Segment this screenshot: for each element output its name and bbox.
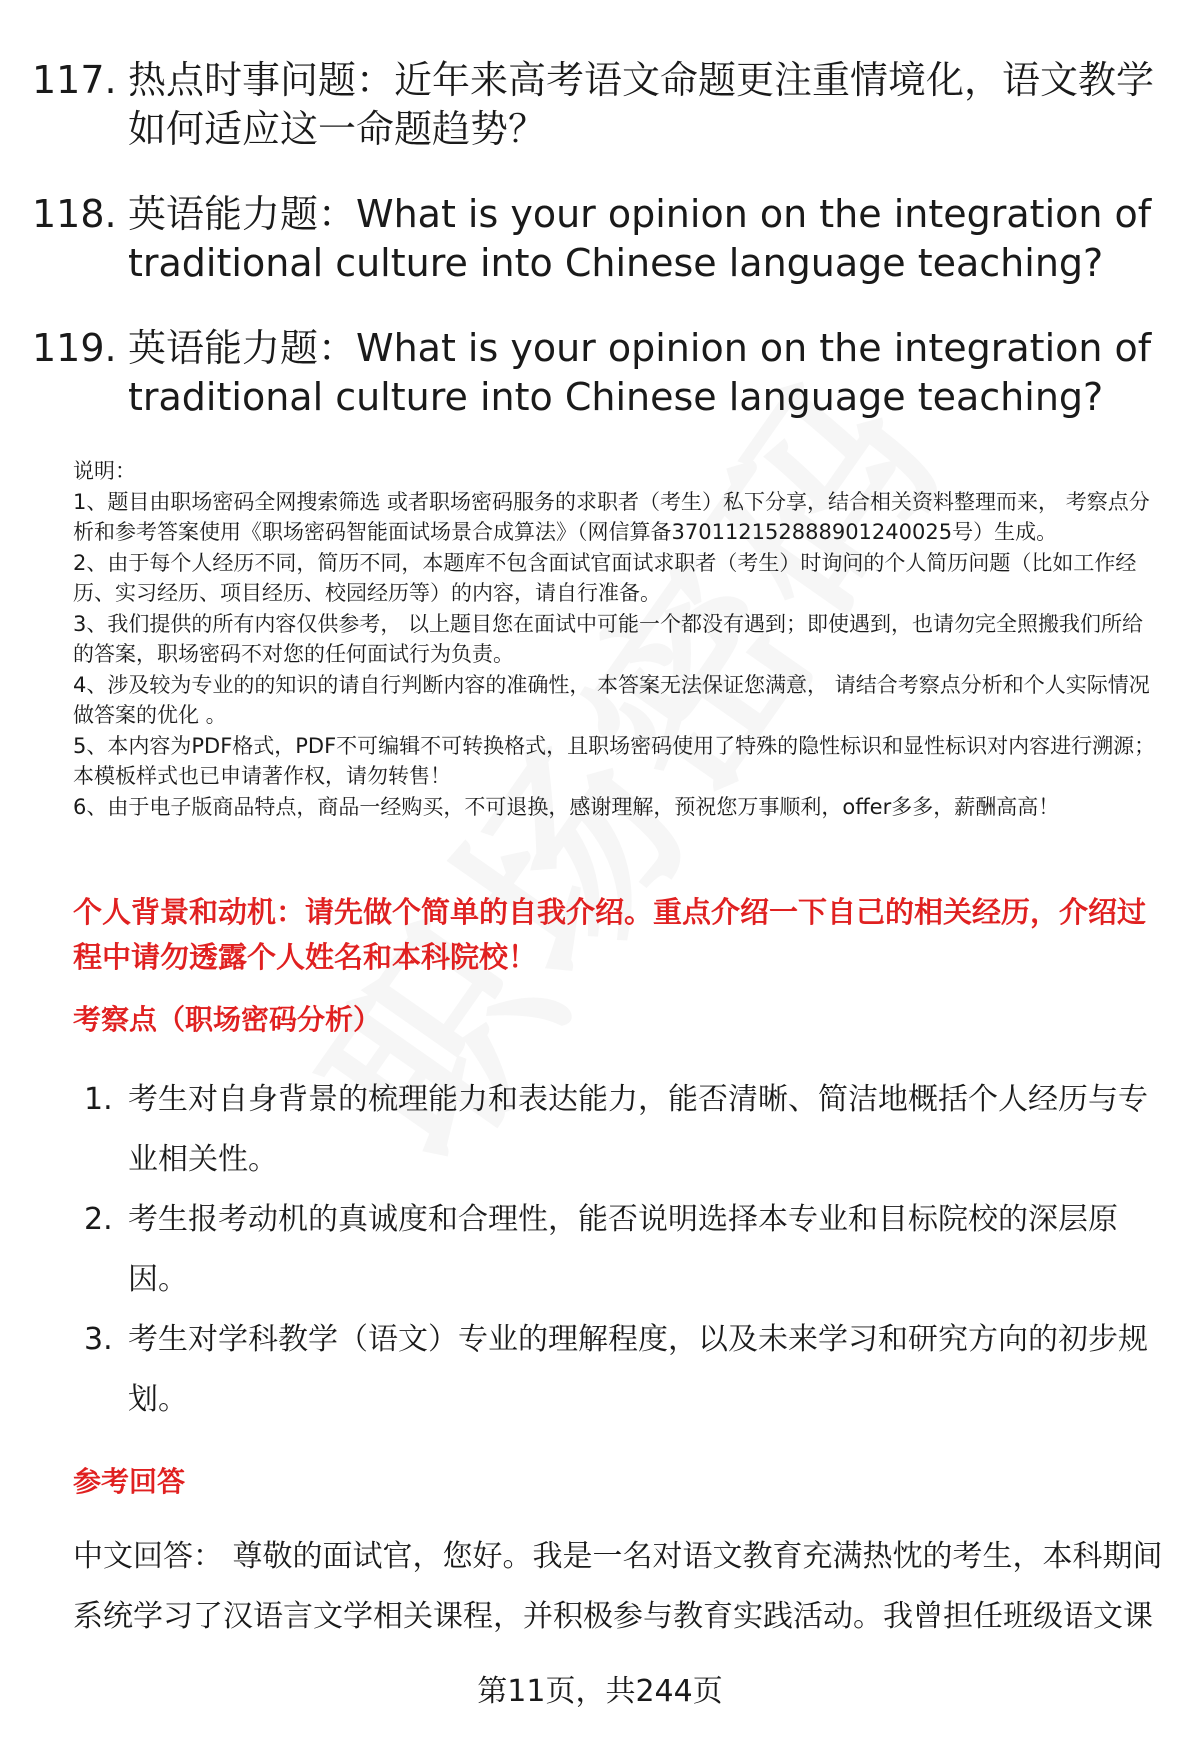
question-text: 热点时事问题：近年来高考语文命题更注重情境化，语文教学如何适应这一命题趋势？ xyxy=(128,58,1155,151)
reference-answer-text: 中文回答： 尊敬的面试官，您好。我是一名对语文教育充满热忱的考生，本科期间系统学习了汉语言文学相关课程，并积极参与教育实践活动。我曾担任班级语文课 xyxy=(73,1539,1163,1634)
question-text: 英语能力题：What is your opinion on the integration of traditional culture into Chinese language teaching? xyxy=(128,192,1152,285)
note-item: 5、本内容为PDF格式，PDF不可编辑不可转换格式，且职场密码使用了特殊的隐性标识和显性标识对内容进行溯源；本模板样式也已申请著作权，请勿转售！ xyxy=(73,733,1156,788)
note-item: 2、由于每个人经历不同，简历不同，本题库不包含面试官面试求职者（考生）时询问的个人简历问题（比如工作经历、实习经历、项目经历、校园经历等）的内容，请自行准备。 xyxy=(73,550,1137,605)
note-item: 3、我们提供的所有内容仅供参考， 以上题目您在面试中可能一个都没有遇到；即使遇到，也请勿完全照搬我们所给的答案，职场密码不对您的任何面试行为负责。 xyxy=(73,611,1144,666)
assessment-point xyxy=(84,1310,1164,1430)
assessment-points-list xyxy=(84,1070,1164,1430)
note-item: 4、涉及较为专业的的知识的请自行判断内容的准确性， 本答案无法保证您满意， 请结合考察点分析和个人实际情况做答案的优化 。 xyxy=(73,672,1150,727)
question-item xyxy=(32,190,1162,288)
assessment-point-text: 考生对学科教学（语文）专业的理解程度，以及未来学习和研究方向的初步规划。 xyxy=(128,1322,1148,1417)
question-item xyxy=(32,56,1162,154)
notes-title: 说明： xyxy=(73,459,136,483)
question-number: 117. xyxy=(32,58,117,102)
assessment-points-heading: 考察点（职场密码分析） xyxy=(73,1003,382,1036)
assessment-point-number: 3. xyxy=(84,1322,113,1357)
reference-answer-heading: 参考回答 xyxy=(73,1465,186,1498)
page-footer: 第11页，共244页 xyxy=(477,1674,723,1709)
notes-section xyxy=(73,456,1163,822)
assessment-point xyxy=(84,1070,1164,1190)
question-list xyxy=(32,56,1162,458)
background-question-heading: 个人背景和动机：请先做个简单的自我介绍。重点介绍一下自己的相关经历，介绍过程中请勿透露个人姓名和本科院校！ xyxy=(73,895,1147,974)
assessment-point-number: 1. xyxy=(84,1082,113,1117)
assessment-point-text: 考生报考动机的真诚度和合理性，能否说明选择本专业和目标院校的深层原因。 xyxy=(128,1202,1118,1297)
question-number: 118. xyxy=(32,192,117,236)
question-item xyxy=(32,324,1162,422)
assessment-point-text: 考生对自身背景的梳理能力和表达能力，能否清晰、简洁地概括个人经历与专业相关性。 xyxy=(128,1082,1148,1177)
question-number: 119. xyxy=(32,326,117,370)
note-item: 6、由于电子版商品特点，商品一经购买，不可退换，感谢理解，预祝您万事顺利，offer多多，薪酬高高！ xyxy=(73,794,1060,819)
question-text: 英语能力题：What is your opinion on the integration of traditional culture into Chinese language teaching? xyxy=(128,326,1152,419)
assessment-point-number: 2. xyxy=(84,1202,113,1237)
note-item: 1、题目由职场密码全网搜索筛选 或者职场密码服务的求职者（考生）私下分享，结合相关资料整理而来， 考察点分析和参考答案使用《职场密码智能面试场景合成算法》（网信算备370112152888901240025号）生成。 xyxy=(73,489,1150,544)
assessment-point xyxy=(84,1190,1164,1310)
